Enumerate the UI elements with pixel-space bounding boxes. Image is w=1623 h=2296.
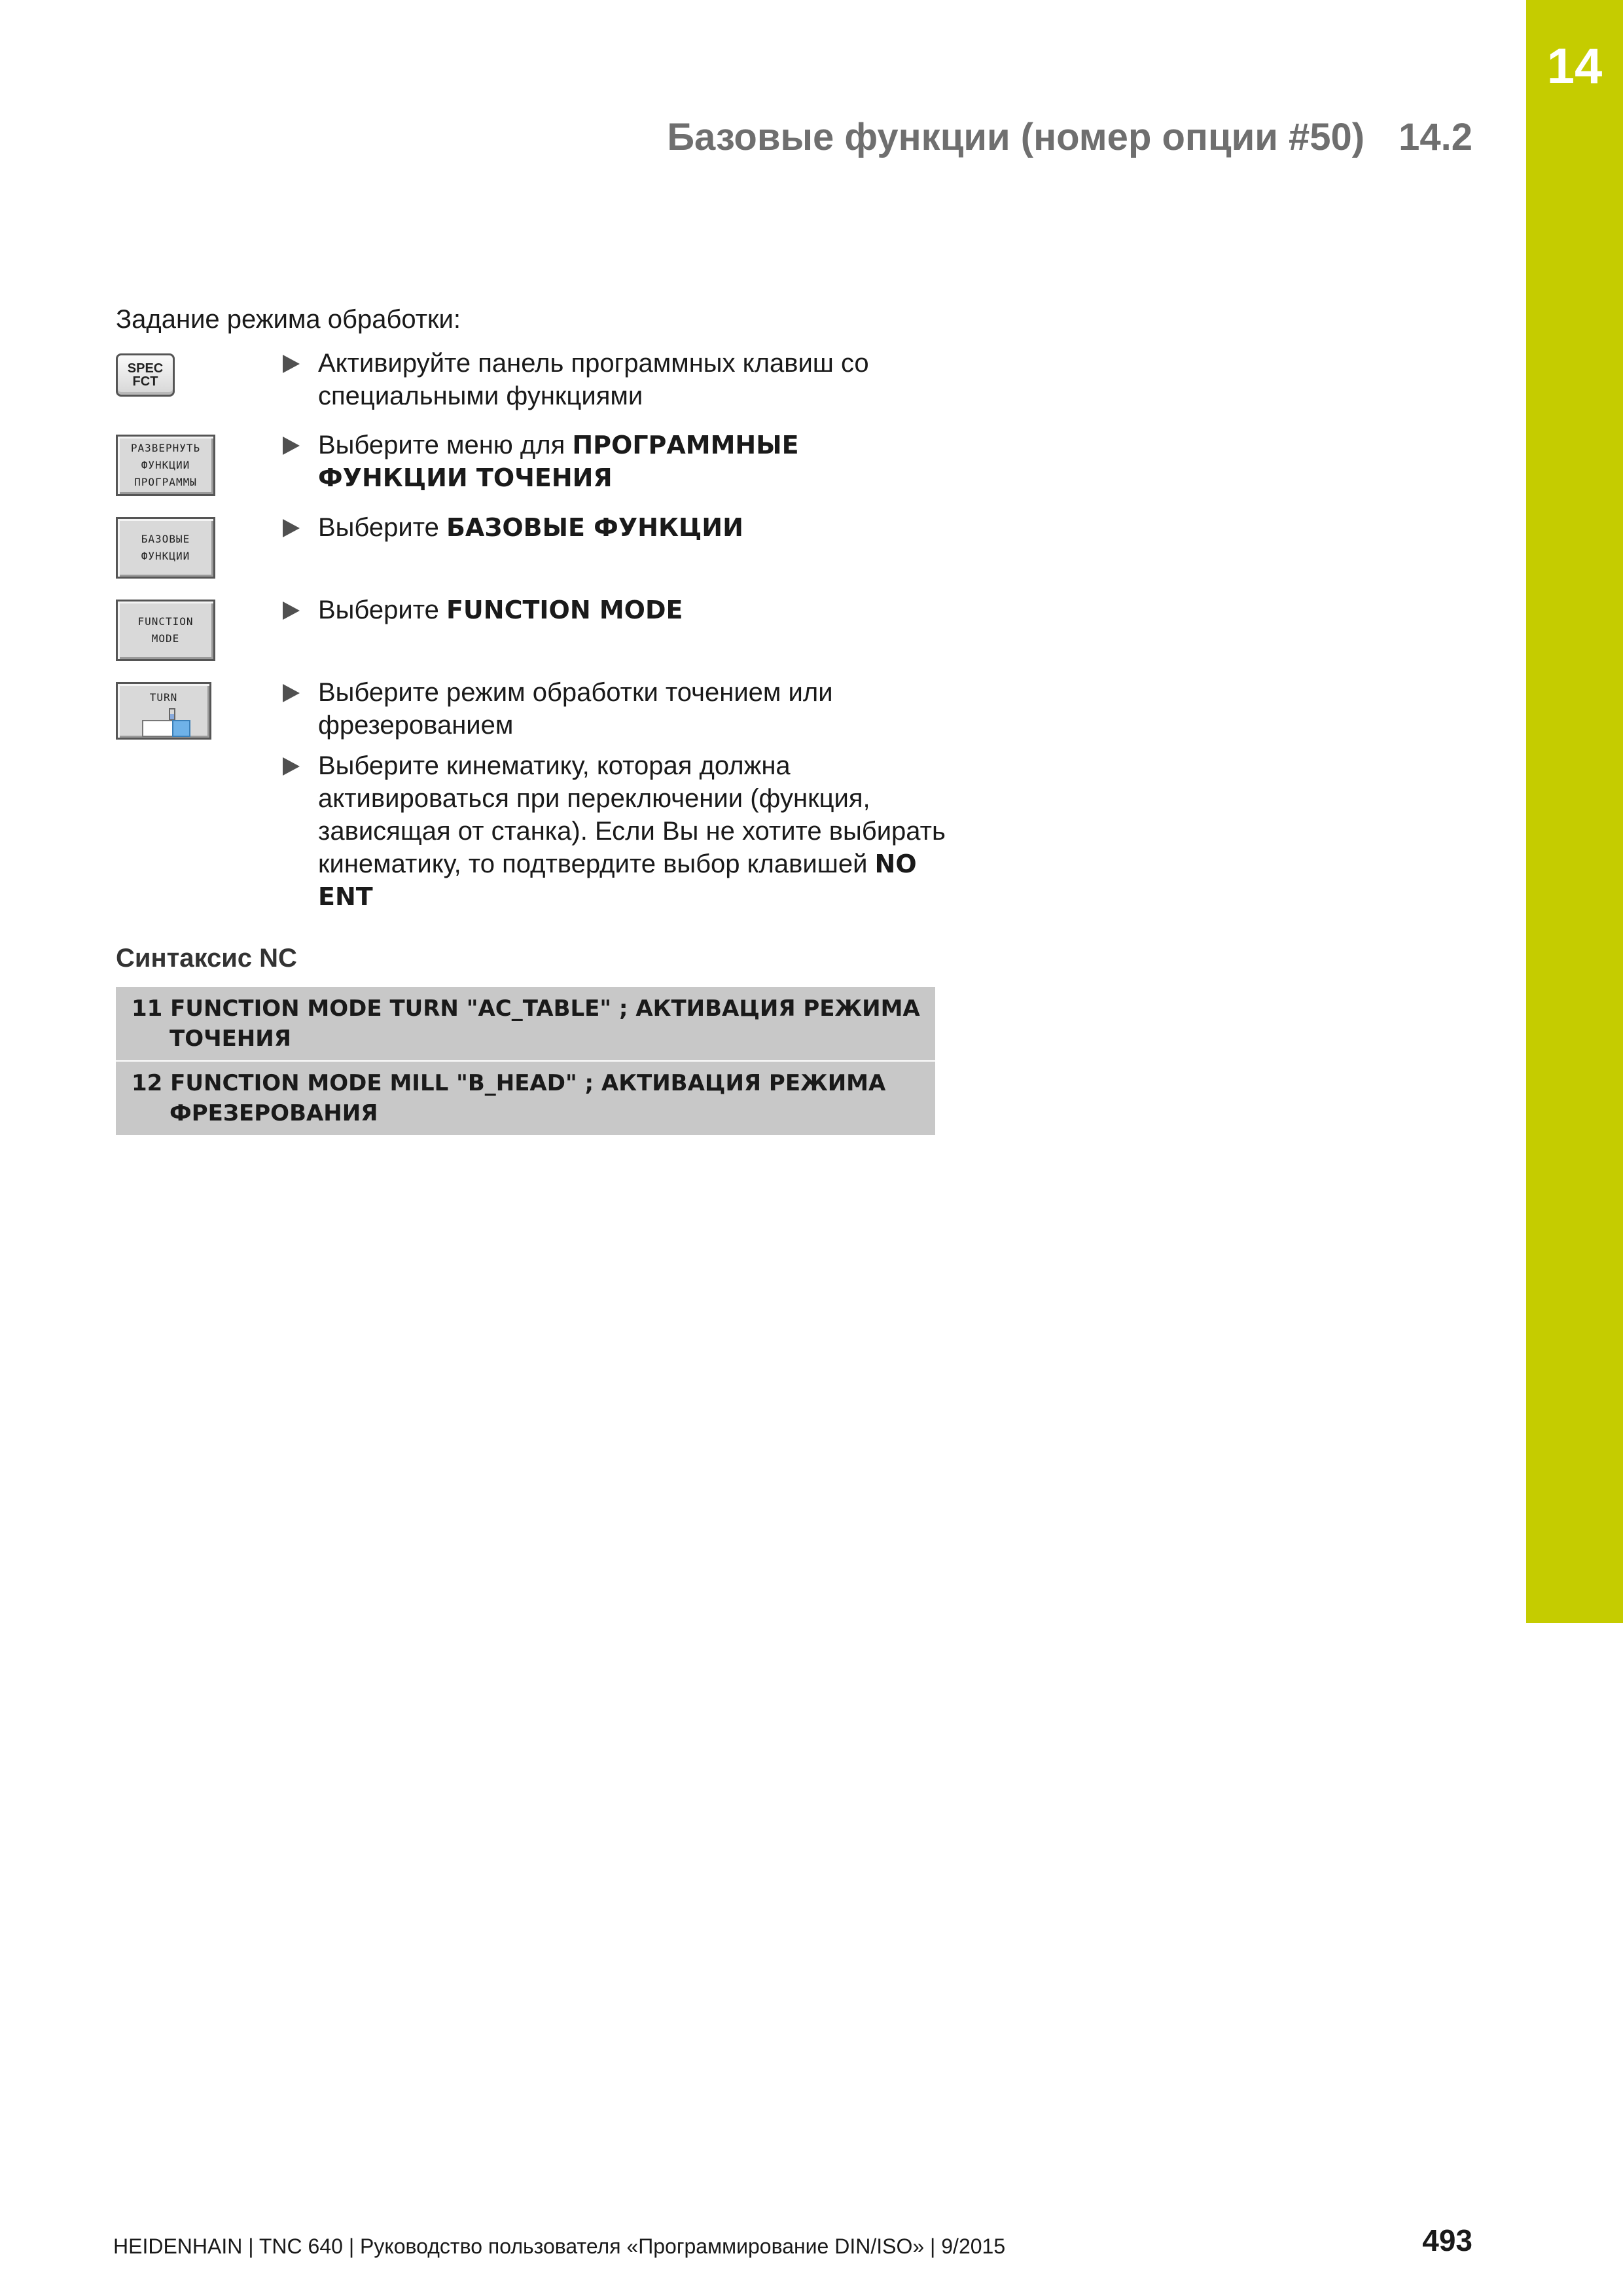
page-footer: HEIDENHAIN | TNC 640 | Руководство пользователя «Программирование DIN/ISO» | 9/2015 (113, 2234, 1006, 2258)
softkey-function-mode[interactable]: FUNCTION MODE (116, 600, 215, 661)
softkey-expand-program-functions[interactable]: РАЗВЕРНУТЬ ФУНКЦИИ ПРОГРАММЫ (116, 435, 215, 496)
step-text: Выберите режим обработки точением или фрезерованием (318, 678, 833, 740)
nc-code-block (116, 1062, 935, 1135)
triangle-bullet-icon (283, 684, 300, 702)
triangle-bullet-icon (283, 519, 300, 537)
chapter-tab-band (1526, 0, 1623, 1623)
step-text: Выберите FUNCTION MODE (318, 596, 683, 624)
nc-code-line-continuation: ФРЕЗЕРОВАНИЯ (169, 1100, 378, 1126)
turning-mode-icon (141, 708, 191, 738)
header-section-number: 14.2 (1399, 116, 1472, 158)
page-header (667, 115, 1472, 159)
spec-fct-key-line2: FCT (132, 374, 158, 389)
page-number: 493 (1422, 2223, 1472, 2257)
spec-fct-key-line1: SPEC (127, 361, 164, 376)
header-title: Базовые функции (номер опции #50) (667, 116, 1365, 158)
triangle-bullet-icon (283, 355, 300, 373)
nc-code-line-continuation: ТОЧЕНИЯ (169, 1026, 291, 1052)
step-text: Выберите меню для ПРОГРАММНЫЕ ФУНКЦИИ ТОЧЕНИЯ (318, 431, 799, 492)
spec-fct-key[interactable] (116, 353, 175, 397)
triangle-bullet-icon (283, 601, 300, 620)
step-text: Выберите кинематику, которая должна активироваться при переключении (функция, зависящая от станка). Если Вы не хотите выбирать кинематику, то подтвердите выбор клавишей NO ENT (318, 751, 946, 911)
softkey-basic-functions[interactable]: БАЗОВЫЕ ФУНКЦИИ (116, 517, 215, 579)
triangle-bullet-icon (283, 757, 300, 776)
softkey-turn[interactable]: TURN (116, 682, 211, 740)
nc-code-block (116, 987, 935, 1060)
chapter-number: 14 (1546, 39, 1603, 94)
intro-text: Задание режима обработки: (116, 305, 461, 334)
nc-code-line: 11 FUNCTION MODE TURN "AC_TABLE" ; АКТИВАЦИЯ РЕЖИМА (132, 996, 920, 1022)
nc-code-line: 12 FUNCTION MODE MILL "B_HEAD" ; АКТИВАЦИЯ РЕЖИМА (132, 1070, 886, 1096)
step-text: Выберите БАЗОВЫЕ ФУНКЦИИ (318, 513, 743, 542)
triangle-bullet-icon (283, 437, 300, 455)
step-text: Активируйте панель программных клавиш со специальными функциями (318, 349, 869, 410)
syntax-heading: Синтаксис NC (116, 944, 297, 973)
